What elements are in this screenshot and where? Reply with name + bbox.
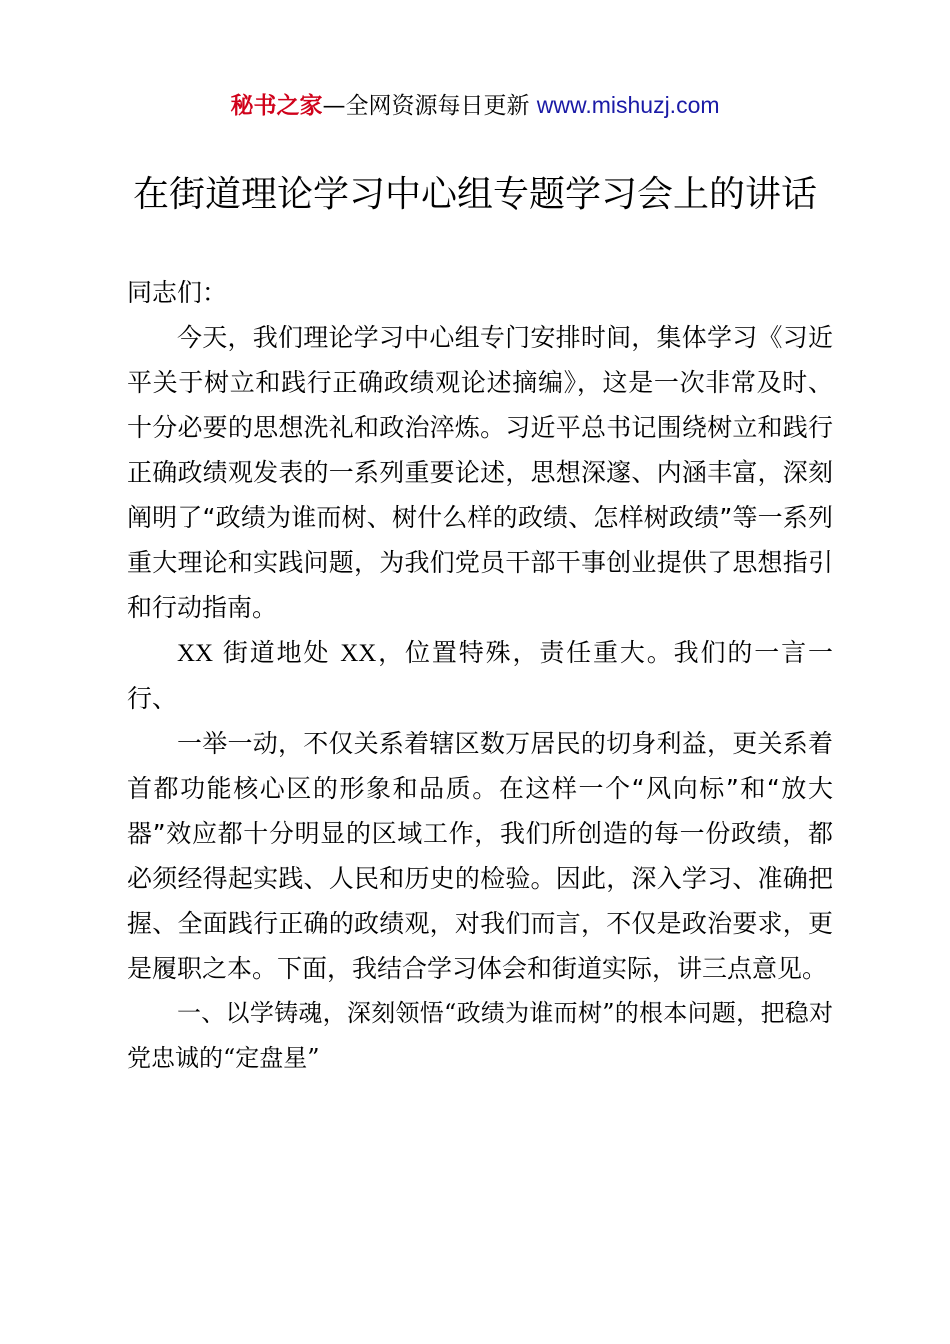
placeholder-street: XX	[177, 640, 214, 667]
placeholder-area: XX	[340, 640, 377, 667]
greeting: 同志们：	[127, 278, 228, 307]
section-1-heading: 一、以学铸魂，深刻领悟“政绩为谁而树”的根本问题，把稳对党忠诚的“定盘星”	[127, 999, 833, 1072]
paragraph-responsibility: 一举一动，不仅关系着辖区数万居民的切身利益，更关系着首都功能核心区的形象和品质。在这样一个“风向标”和“放大器”效应都十分明显的区域工作，我们所创造的每一份政绩，都必须经得起实践、人民和历史的检验。因此，深入学习、准确把握、全面践行正确的政绩观，对我们而言，不仅是政治要求，更是履职之本。下面，我结合学习体会和街道实际，讲三点意见。	[127, 729, 833, 983]
site-url-link[interactable]: www.mishuzj.com	[536, 92, 720, 118]
paragraph-location-text-2: ，位置特殊，责任重大。我们的一言一行、	[127, 638, 833, 713]
paragraph-location	[127, 630, 833, 721]
paragraph-intro: 今天，我们理论学习中心组专门安排时间，集体学习《习近平关于树立和践行正确政绩观论述摘编》，这是一次非常及时、十分必要的思想洗礼和政治淬炼。习近平总书记围绕树立和践行正确政绩观发表的一系列重要论述，思想深邃、内涵丰富，深刻阐明了“政绩为谁而树、树什么样的政绩、怎样树政绩”等一系列重大理论和实践问题，为我们党员干部干事创业提供了思想指引和行动指南。	[127, 323, 833, 622]
document-body	[127, 270, 833, 1081]
site-header	[0, 88, 950, 123]
paragraph-location-text-1: 街道地处	[222, 638, 331, 667]
brand-name: 秘书之家	[230, 93, 323, 119]
document-title: 在街道理论学习中心组专题学习会上的讲话	[132, 174, 817, 215]
site-slogan: —全网资源每日更新	[322, 93, 530, 119]
